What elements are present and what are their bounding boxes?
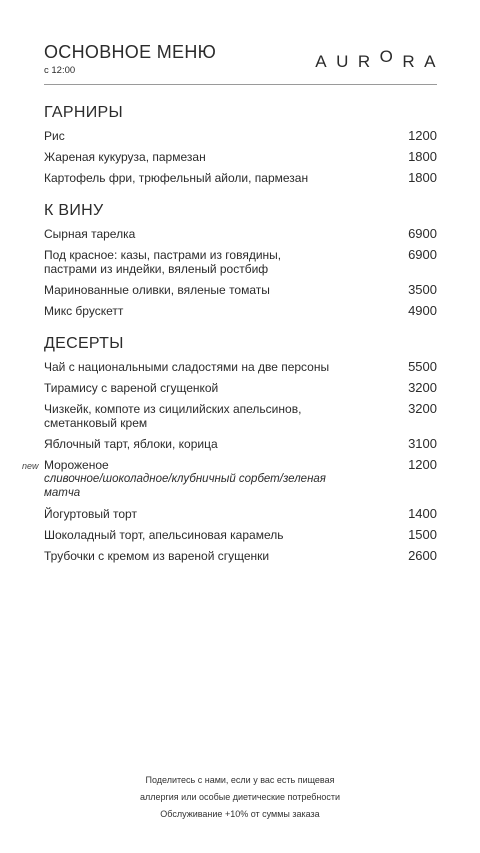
- item-name-block: [44, 402, 301, 430]
- item-price: 5500: [408, 359, 437, 374]
- item-name: Чай с национальными сладостями на две персоны: [44, 360, 330, 374]
- item-name: Тирамису с вареной сгущенкой: [44, 381, 219, 395]
- footer-line: аллергия или особые диетические потребности: [139, 792, 341, 802]
- menu-item: [44, 150, 437, 164]
- service-charge-note: Обслуживание +10% от суммы заказа: [160, 809, 320, 819]
- item-price: 4900: [408, 303, 437, 318]
- aurora-logo: [315, 47, 445, 72]
- item-price: 2600: [408, 548, 437, 563]
- menu-header: [44, 40, 445, 85]
- logo-part: AU: [315, 52, 358, 71]
- item-name: Рис: [44, 129, 65, 143]
- section-title: ДЕСЕРТЫ: [44, 335, 124, 352]
- item-name: Микс брускетт: [44, 304, 124, 318]
- item-name: Мороженое: [44, 458, 109, 472]
- item-price: 3100: [408, 436, 437, 451]
- menu-item: [44, 304, 437, 318]
- item-price: 1500: [408, 527, 437, 542]
- item-name: Шоколадный торт, апельсиновая карамель: [44, 528, 284, 542]
- menu-item: [44, 528, 437, 542]
- item-price: 1200: [408, 457, 437, 472]
- item-name-line2: пастрами из индейки, вяленый ростбиф: [44, 262, 269, 276]
- menu-item: [44, 360, 437, 374]
- item-name-block: [44, 248, 281, 276]
- menu-item: [44, 507, 437, 521]
- section-to-wine: [44, 202, 437, 318]
- menu-item: [44, 381, 437, 395]
- item-price: 1800: [408, 170, 437, 185]
- item-price: 6900: [408, 247, 437, 262]
- item-price: 1200: [408, 128, 437, 143]
- item-name: Яблочный тарт, яблоки, корица: [44, 437, 218, 451]
- item-name: Картофель фри, трюфельный айоли, пармезан: [44, 171, 309, 185]
- item-name: Чизкейк, компоте из сицилийских апельсинов,: [44, 402, 302, 416]
- menu-item: [44, 402, 437, 430]
- menu-item: [44, 248, 437, 276]
- item-name: Под красное: казы, пастрами из говядины,: [44, 248, 282, 262]
- section-title: К ВИНУ: [44, 202, 104, 219]
- menu-item: [44, 549, 437, 563]
- section-title: ГАРНИРЫ: [44, 104, 123, 121]
- menu-item: [44, 129, 437, 143]
- item-name: Жареная кукуруза, пармезан: [44, 150, 206, 164]
- logo-part: RA: [402, 52, 445, 71]
- item-price: 3200: [408, 401, 437, 416]
- menu-item: [44, 283, 437, 297]
- item-description: сливочное/шоколадное/клубничный сорбет/зеленая матча: [44, 473, 326, 499]
- menu-hours: с 12:00: [44, 65, 76, 76]
- item-name-line2: сметанковый крем: [44, 416, 148, 430]
- header-divider: [44, 84, 437, 85]
- item-name: Сырная тарелка: [44, 227, 136, 241]
- item-price: 3200: [408, 380, 437, 395]
- footer-note: [0, 772, 480, 823]
- item-price: 1400: [408, 506, 437, 521]
- section-garnishes: [44, 104, 437, 185]
- menu-item: [44, 171, 437, 185]
- item-name: Маринованные оливки, вяленые томаты: [44, 283, 270, 297]
- logo-raised-letter: O: [379, 47, 403, 66]
- menu-content: [22, 104, 437, 580]
- item-price: 1800: [408, 149, 437, 164]
- item-price: 6900: [408, 226, 437, 241]
- item-name: Йогуртовый торт: [44, 507, 137, 521]
- section-desserts: [22, 335, 437, 563]
- menu-title: ОСНОВНОЕ МЕНЮ: [44, 42, 217, 62]
- item-name: Трубочки с кремом из вареной сгущенки: [44, 549, 270, 563]
- menu-item: [22, 457, 437, 500]
- new-badge: new: [22, 461, 39, 471]
- menu-item: [44, 437, 437, 451]
- footer-line: Поделитесь с нами, если у вас есть пищевая: [145, 775, 335, 785]
- logo-part: R: [357, 52, 380, 71]
- menu-item: [44, 227, 437, 241]
- item-price: 3500: [408, 282, 437, 297]
- item-name-block: [44, 458, 344, 500]
